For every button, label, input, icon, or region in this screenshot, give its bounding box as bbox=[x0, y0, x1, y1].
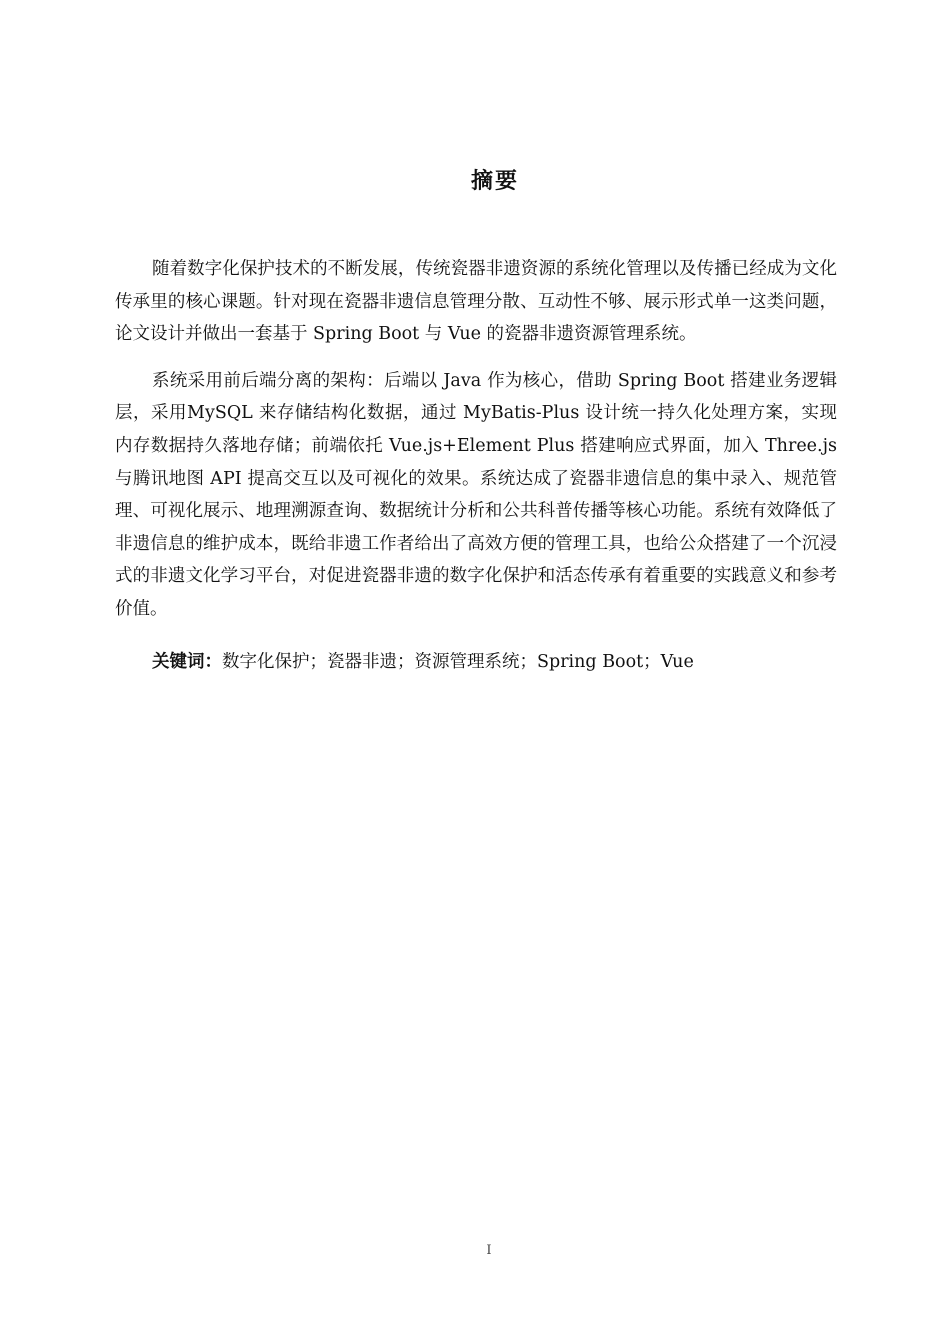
abstract-body bbox=[115, 253, 837, 678]
abstract-paragraph-1: 随着数字化保护技术的不断发展，传统瓷器非遗资源的系统化管理以及传播已经成为文化传承里的核心课题。针对现在瓷器非遗信息管理分散、互动性不够、展示形式单一这类问题，论文设计并做出一套基于 Spring Boot 与 Vue 的瓷器非遗资源管理系统。 bbox=[115, 259, 837, 345]
abstract-title: 摘要 bbox=[470, 169, 519, 194]
keywords-line bbox=[115, 646, 837, 678]
keywords-label: 关键词： bbox=[152, 651, 222, 672]
page-number: I bbox=[486, 1243, 492, 1258]
keywords-text: 数字化保护；瓷器非遗；资源管理系统；Spring Boot；Vue bbox=[222, 651, 694, 672]
abstract-paragraph-2: 系统采用前后端分离的架构：后端以 Java 作为核心，借助 Spring Boot 搭建业务逻辑层，采用MySQL 来存储结构化数据，通过 MyBatis-Plus 设计统一持久化处理方案，实现内存数据持久落地存储；前端依托 Vue.js+Element Plus 搭建响应式界面，加入 Three.js 与腾讯地图 API 提高交互以及可视化的效果。系统达成了瓷器非遗信息的集中录入、规范管理、可视化展示、地理溯源查询、数据统计分析和公共科普传播等核心功能。系统有效降低了非遗信息的维护成本，既给非遗工作者给出了高效方便的管理工具，也给公众搭建了一个沉浸式的非遗文化学习平台，对促进瓷器非遗的数字化保护和活态传承有着重要的实践意义和参考价值。 bbox=[115, 370, 837, 619]
